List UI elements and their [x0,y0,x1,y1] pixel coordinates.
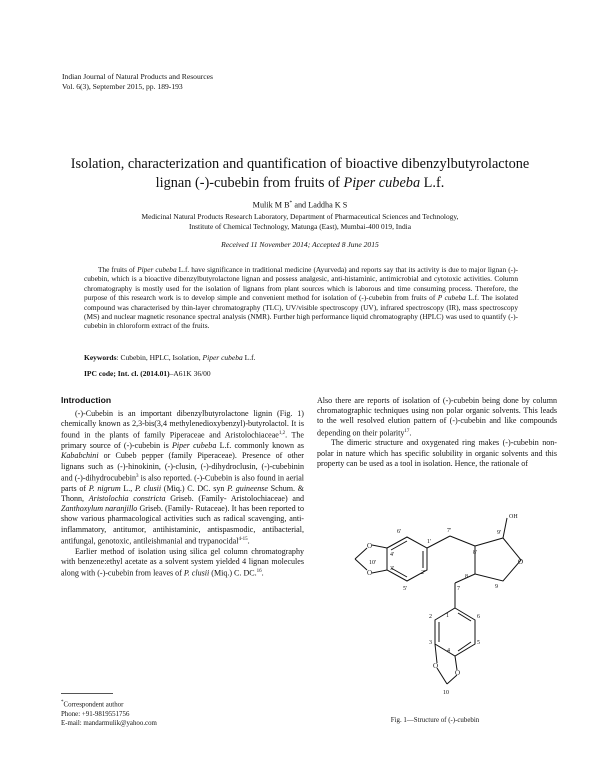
citation: 1,2 [278,431,286,437]
atom-label: 7 [457,586,460,592]
p-text: . [409,428,412,438]
right-paragraph-2: The dimeric structure and oxygenated ring makes (-)-cubebin non-polar in nature which has specific solubility in organic solvents and this property can be used as a tool in isolation. Hence, the rationale of [317,438,557,468]
journal-citation [62,72,213,91]
oxygen-labels [367,542,523,677]
atom-label: 9' [497,530,502,536]
bond [355,548,367,559]
abstract-text: L.f. have significance in traditional medicine (Ayurveda) and reports say that its activity is due to major lignan (-)-cubebin, which is a bioactive dibenzylbutyrolactone lignan and possess analgesic, anti-histaminic, antimicrobial and cytotoxic activities. Column chromatography is mostly used for the isolation of lignans from plant sources which is laborous and time consuming process. Therefore, the purpose of this research work is to develop simple and convenient method for isolation of (-)-cubebin from fruits of [84,265,519,303]
bond [372,545,387,548]
atom-label: 4' [390,552,395,558]
p-text: (-)-Cubebin is an important dibenzylbutyrolactone lignin (Fig. 1) chemically known as 2,3-bis(3,4 methylenedioxybenzyl)-butyrolactol. It is found in the plants of family Piperaceae and Aristolochiaceae [61,409,304,441]
oxygen-label: O [455,669,461,677]
p-text: . The primary source of (-)-cubebin is [61,431,304,451]
journal-name: Indian Journal of Natural Products and Resources [62,72,213,81]
p-text: (Miq.) C. DC. syn [161,483,228,493]
p-text: (Miq.) C. DC. [209,568,257,578]
citation: 16 [256,569,262,575]
received-dates: Received 11 November 2014; Accepted 8 June 2015 [221,240,379,249]
bond [372,570,387,573]
bond [455,656,457,670]
footnote-text: Correspondent author [63,701,124,709]
species: Kababchini [61,451,99,461]
p-text: L., [120,483,136,493]
double-bond [391,541,407,550]
atom-label: 4 [447,648,450,654]
title-line-2 [40,174,560,193]
footnote-phone: Phone: +91-9819551756 [61,710,130,718]
affiliation-line-2: Institute of Chemical Technology, Matunga (East), Mumbai-400 019, India [189,222,411,231]
left-column [61,409,304,579]
title-line-1: Isolation, characterization and quantification of bioactive dibenzylbutyrolactone [70,156,530,172]
title-species: Piper cubeba [343,175,421,191]
atom-label: 6 [477,614,480,620]
abstract-species: Piper cubeba [137,265,177,274]
atom-label: 6' [397,529,402,535]
atom-label: 3 [429,640,432,646]
bond [437,668,447,684]
ipc-value: –A61K 36/00 [169,369,211,378]
species: P. nigrum [88,483,121,493]
citation: 3 [135,473,139,479]
species: P. clusii [183,568,210,578]
journal-issue: Vol. 6(3), September 2015, pp. 189-193 [62,81,183,91]
keywords [84,353,255,362]
atom-label: 8' [473,550,478,556]
species: Aristolochia constricta [88,493,166,503]
atom-label: 7' [447,528,452,534]
title-text-end: L.f. [420,175,445,191]
structure-bonds [355,518,524,684]
citation: 4-15 [238,536,248,542]
figure-caption: Fig. 1—Structure of (-)-cubebin [390,717,480,724]
lactol-ring [475,538,524,581]
affiliation [80,212,520,232]
p-text: Also there are reports of isolation of (-)-cubebin being done by column chromatographic techniques using non polar organic solvents. This leads to the well resolved elution pattern of (-)-cubebin and like compounds depending on their polarity [317,396,557,438]
bond-8prime [450,536,475,546]
oxygen-label: O [367,542,373,550]
atom-label: 3' [390,566,395,572]
citation: 17 [404,428,410,434]
p-text: L.f. commonly known as [216,441,304,451]
footnote-email: E-mail: mandarmulik@yahoo.com [61,719,157,727]
atom-label: 5 [477,640,480,646]
footnote-divider [61,693,113,694]
bond [435,644,437,663]
p-text: or Cubeb pepper (family Piperaceae). Presence of other lignans such as (-)-hinokinin, (-)-clusin, (-)-dihydroclusin, (-)-cubebinin and (-)-dihydrocubebin [61,451,304,483]
oxygen-label: O [433,662,439,670]
footnote [61,698,157,728]
atom-label: 10 [443,690,449,696]
author-2: and Laddha K S [292,200,348,210]
p-text: . [247,536,250,546]
double-bond [458,642,471,651]
keywords-species: Piper cubeba [202,353,243,362]
atom-label: 2 [429,614,432,620]
author-1: Mulik M B [252,200,290,210]
label-oh: OH [509,514,518,520]
oxygen-label: O [518,558,524,566]
right-paragraph-1 [317,396,557,438]
p-text: . [261,568,264,578]
keywords-end: L.f. [242,353,256,362]
footnote-mark: * [61,700,64,705]
abstract-text: The fruits of [98,265,138,274]
abstract [84,265,518,331]
article-title [40,155,560,193]
structure-labels [369,514,518,696]
species: Piper cubeba [171,441,217,451]
atom-label: 1 [446,613,449,619]
species: P. guineense [227,483,268,493]
corresponding-mark: * [289,200,293,206]
keywords-label: Keywords [84,353,117,362]
atom-label: 1' [427,539,432,545]
oxygen-label: O [367,569,373,577]
cubebin-structure-figure [325,508,545,708]
right-column [317,396,557,469]
atom-label: 10' [369,560,377,566]
section-heading-introduction: Introduction [61,395,112,405]
footnote-correspondent [61,698,157,710]
p-text: Schum. & Thonn, [61,483,305,503]
species: P. clusii [135,483,162,493]
bond [355,559,367,570]
abstract-text: L.f. The isolated compound was characterised by thin-layer chromatography (TLC), UV/visible spectroscopy (UV), infrared spectroscopy (IR), mass spectroscopy (MS) and nuclear magnetic resonance spectral analysis (NMR). Further high performance liquid chromatography (HPLC) was used to quantify (-)-cubebin in chloroform extract of the fruits. [84,293,518,331]
keywords-text: : Cubebin, HPLC, Isolation, [116,353,203,362]
p-text: Griseb. (Family- Aristolochiaceae) and [165,493,304,503]
p-text: Earlier method of isolation using silica gel column chromatography with benzene:ethyl acetate as a solvent system yielded 4 lignan molecules along with (-)-cubebin from leaves of [61,546,304,578]
intro-paragraph-2 [61,547,304,579]
atom-label: 2' [421,570,426,576]
ipc-label: IPC code; Int. cl. (2014.01) [84,369,170,378]
ipc-code [84,369,211,378]
bond-oh [503,518,507,538]
species: Zanthoxylum naranjillo [61,504,138,514]
intro-paragraph-1 [61,409,304,547]
p-text: Griseb. (Family- Rutaceae). It has been reported to show various pharmacological activities such as radical scavenging, anti-inflammatory, antitumor, antihistaminic, antispasmodic, antibacterial, antifungal, genotoxic, antileishmanial and trypanocidal [61,504,304,546]
atom-label: 9 [495,584,498,590]
affiliation-line-1: Medicinal Natural Products Research Laboratory, Department of Pharmaceutical Sciences and Technology, [141,212,459,221]
abstract-species: P cubeba [437,293,466,303]
atom-label: 5' [403,586,408,592]
lower-benzene-ring [435,608,475,656]
atom-label: 8 [465,574,468,580]
title-text: lignan (-)-cubebin from fruits of [155,175,344,191]
p-text: is also reported. (-)-Cubebin is also found in aerial parts of [61,473,304,493]
authors [0,200,600,210]
